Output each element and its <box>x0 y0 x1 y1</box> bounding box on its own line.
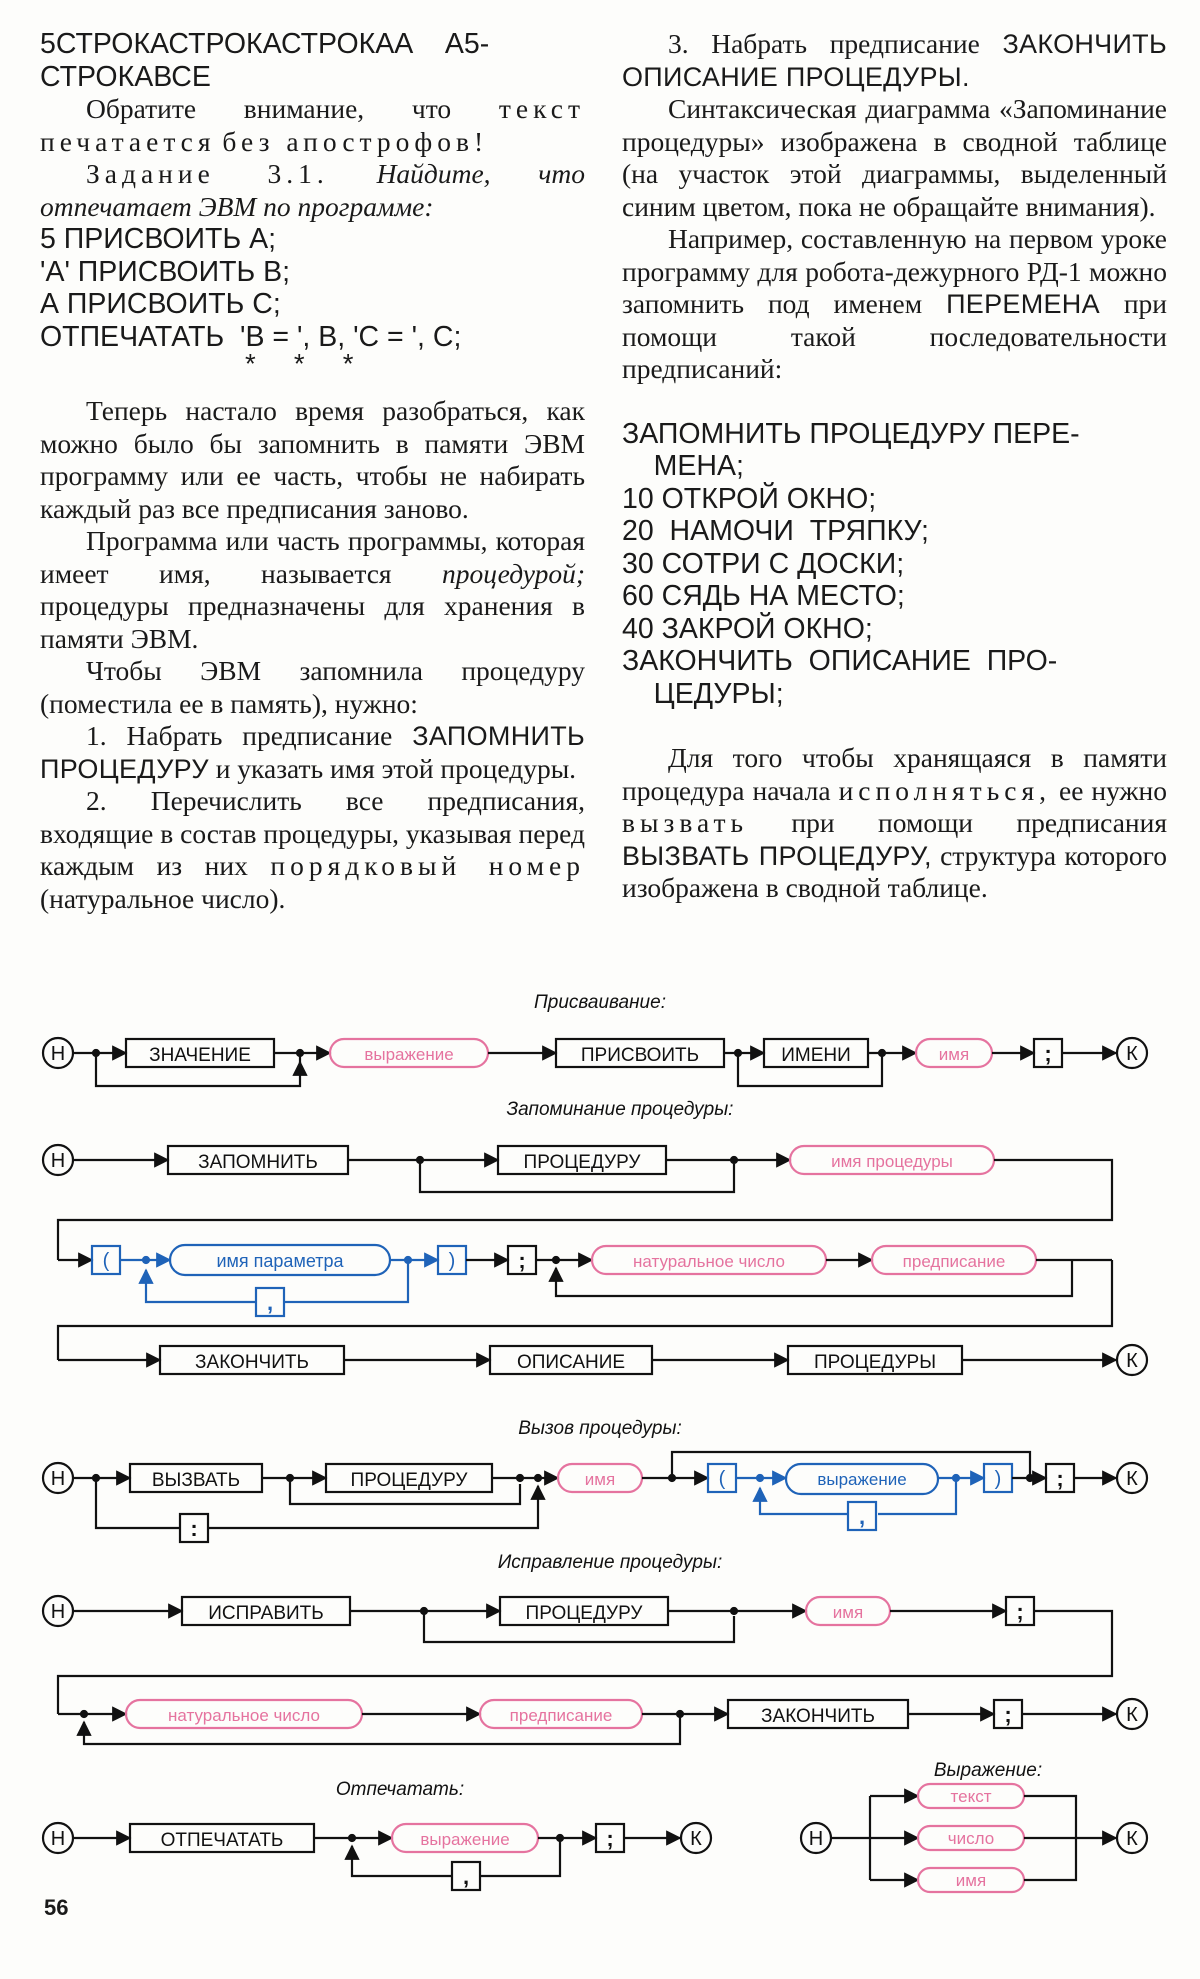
svg-text:К: К <box>1126 1043 1138 1065</box>
code-line: СТРОКАВСЕ <box>40 60 211 93</box>
code-line: ЗАПОМНИТЬ ПРОЦЕДУРУ ПЕРЕ- <box>622 417 1080 450</box>
code-line: 60 СЯДЬ НА МЕСТО; <box>622 580 905 612</box>
paragraph-call: Для того чтобы хранящаяся в памяти процедура начала исполняться, ее нужно вызвать при помощи предписания ВЫЗВАТЬ ПРОЦЕДУРУ, структура которого изображена в сводной таблице. <box>622 742 1168 903</box>
svg-text:ЗАПОМНИТЬ: ЗАПОМНИТЬ <box>198 1152 318 1173</box>
svg-text:;: ; <box>1016 1599 1024 1624</box>
svg-text:(: ( <box>718 1468 726 1490</box>
svg-text:;: ; <box>1004 1702 1012 1727</box>
code-line: 40 ЗАКРОЙ ОКНО; <box>622 612 873 645</box>
code-line: 20 НАМОЧИ ТРЯПКУ; <box>622 515 929 547</box>
svg-text:имя процедуры: имя процедуры <box>831 1152 953 1171</box>
paragraph-example: Например, составленную на первом уроке программу для робота-дежурного РД-1 можно запомнить под именем ПЕРЕМЕНА при помощи такой последовательности предписаний: <box>622 223 1168 384</box>
svg-text:Н: Н <box>808 1828 824 1850</box>
svg-text:;: ; <box>518 1248 526 1273</box>
code-line: ЗАКОНЧИТЬ ОПИСАНИЕ ПРО- <box>622 645 1058 677</box>
svg-text:число: число <box>947 1829 995 1848</box>
svg-text:ПРОЦЕДУРЫ: ПРОЦЕДУРЫ <box>813 1352 937 1373</box>
svg-text:Н: Н <box>50 1043 66 1065</box>
diagram-title-expression: Выражение: <box>933 1760 1043 1781</box>
svg-text:Н: Н <box>50 1601 66 1623</box>
paragraph-syntax: Синтаксическая диаграмма «Запоминание процедуры» изображена в сводной таблице (на участок этой диаграммы, выделенный синим цветом, пока не обращайте внимания). <box>622 93 1167 222</box>
task-3-1: Задание 3.1. Найдите, что отпечатает ЭВМ по программе: <box>40 158 585 222</box>
diagram-title-remember: Запоминание процедуры: <box>506 1099 734 1120</box>
svg-text:,: , <box>462 1864 470 1889</box>
left-column <box>40 28 585 915</box>
svg-text:;: ; <box>1056 1466 1064 1491</box>
svg-text:ЗАКОНЧИТЬ: ЗАКОНЧИТЬ <box>761 1706 875 1727</box>
svg-text:): ) <box>994 1468 1002 1490</box>
svg-text:имя параметра: имя параметра <box>216 1251 344 1271</box>
code-line: А ПРИСВОИТЬ С; <box>40 288 281 320</box>
svg-text:ПРИСВОИТЬ: ПРИСВОИТЬ <box>580 1045 700 1066</box>
right-column <box>622 28 1167 905</box>
svg-text:имя: имя <box>832 1603 864 1622</box>
svg-text:текст: текст <box>950 1787 992 1806</box>
paragraph-need: Чтобы ЭВМ запомнила процедуру (поместила ее в память), нужно: <box>40 655 585 719</box>
svg-text:ЗНАЧЕНИЕ: ЗНАЧЕНИЕ <box>149 1045 251 1066</box>
svg-text:ОТПЕЧАТАТЬ: ОТПЕЧАТАТЬ <box>160 1830 284 1851</box>
svg-text:ПРОЦЕДУРУ: ПРОЦЕДУРУ <box>525 1603 643 1624</box>
svg-text:натуральное число: натуральное число <box>633 1252 785 1271</box>
svg-text:выражение: выражение <box>420 1830 510 1849</box>
svg-text:ВЫЗВАТЬ: ВЫЗВАТЬ <box>151 1470 241 1491</box>
svg-text:имя: имя <box>938 1045 970 1064</box>
section-separator: * * * <box>245 348 354 379</box>
diagram-title-assign: Присваивание: <box>534 992 666 1013</box>
diagram-title-fix: Исправление процедуры: <box>497 1552 723 1573</box>
svg-text:ИСПРАВИТЬ: ИСПРАВИТЬ <box>208 1603 324 1624</box>
svg-text:;: ; <box>1044 1041 1052 1066</box>
step-3: 3. Набрать предписание ЗАКОНЧИТЬ ОПИСАНИЕ ПРОЦЕДУРЫ. <box>622 28 1167 92</box>
code-line: 10 ОТКРОЙ ОКНО; <box>622 482 877 515</box>
code-line: 5 ПРИСВОИТЬ А; <box>40 223 277 255</box>
svg-text:Н: Н <box>50 1828 66 1850</box>
step-2: 2. Перечислить все предписания, входящие в состав процедуры, указывая перед каждым из них порядковый номер (натуральное число). <box>40 785 585 914</box>
svg-text:К: К <box>1126 1828 1138 1850</box>
code-line: 30 СОТРИ С ДОСКИ; <box>622 547 905 580</box>
diagram-title-print: Отпечатать: <box>335 1779 465 1800</box>
svg-text:ИМЕНИ: ИМЕНИ <box>781 1045 851 1066</box>
svg-text:предписание: предписание <box>509 1706 613 1725</box>
svg-text:(: ( <box>102 1250 110 1272</box>
svg-text:предписание: предписание <box>902 1252 1006 1271</box>
code-line: 5СТРОКАСТРОКАСТРОКАА А5- <box>40 28 490 60</box>
svg-text:К: К <box>1126 1350 1138 1372</box>
svg-text:имя: имя <box>955 1871 987 1890</box>
code-line: 'А' ПРИСВОИТЬ В; <box>40 255 291 288</box>
svg-text:ЗАКОНЧИТЬ: ЗАКОНЧИТЬ <box>195 1352 309 1373</box>
page-number: 56 <box>44 1895 69 1920</box>
svg-text:К: К <box>1126 1468 1138 1490</box>
svg-text:натуральное число: натуральное число <box>168 1706 320 1725</box>
svg-text:,: , <box>858 1504 866 1529</box>
paragraph-now: Теперь настало время разобраться, как можно было бы запомнить в памяти ЭВМ программу или ее часть, чтобы не набирать каждый раз все предписания заново. <box>40 395 585 524</box>
paragraph-procedure: Программа или часть программы, которая имеет имя, называется процедурой; процедуры предназначены для хранения в памяти ЭВМ. <box>40 525 586 654</box>
diagram-title-call: Вызов процедуры: <box>518 1418 682 1439</box>
svg-text:): ) <box>448 1250 456 1272</box>
svg-text:имя: имя <box>584 1470 616 1489</box>
svg-text:ОПИСАНИЕ: ОПИСАНИЕ <box>516 1352 626 1373</box>
step-1: 1. Набрать предписание ЗАПОМНИТЬ ПРОЦЕДУРУ и указать имя этой процедуры. <box>40 720 586 784</box>
svg-text:;: ; <box>606 1826 614 1851</box>
svg-text:К: К <box>690 1828 702 1850</box>
paragraph-attention: Обратите внимание, что текст печатается без апострофов! <box>40 93 585 157</box>
svg-text:выражение: выражение <box>817 1470 907 1489</box>
syntax-diagrams <box>0 990 1200 1950</box>
code-line: ЦЕДУРЫ; <box>622 677 784 710</box>
svg-text:выражение: выражение <box>364 1045 454 1064</box>
svg-text:К: К <box>1126 1704 1138 1726</box>
code-line: МЕНА; <box>622 450 744 482</box>
svg-text:,: , <box>266 1290 274 1315</box>
code-line: ОТПЕЧАТАТЬ 'В = ', В, 'С = ', С; <box>40 320 462 353</box>
svg-text:Н: Н <box>50 1150 66 1172</box>
svg-text:ПРОЦЕДУРУ: ПРОЦЕДУРУ <box>350 1470 468 1491</box>
svg-text::: : <box>190 1516 198 1541</box>
svg-text:ПРОЦЕДУРУ: ПРОЦЕДУРУ <box>523 1152 641 1173</box>
svg-text:Н: Н <box>50 1468 66 1490</box>
